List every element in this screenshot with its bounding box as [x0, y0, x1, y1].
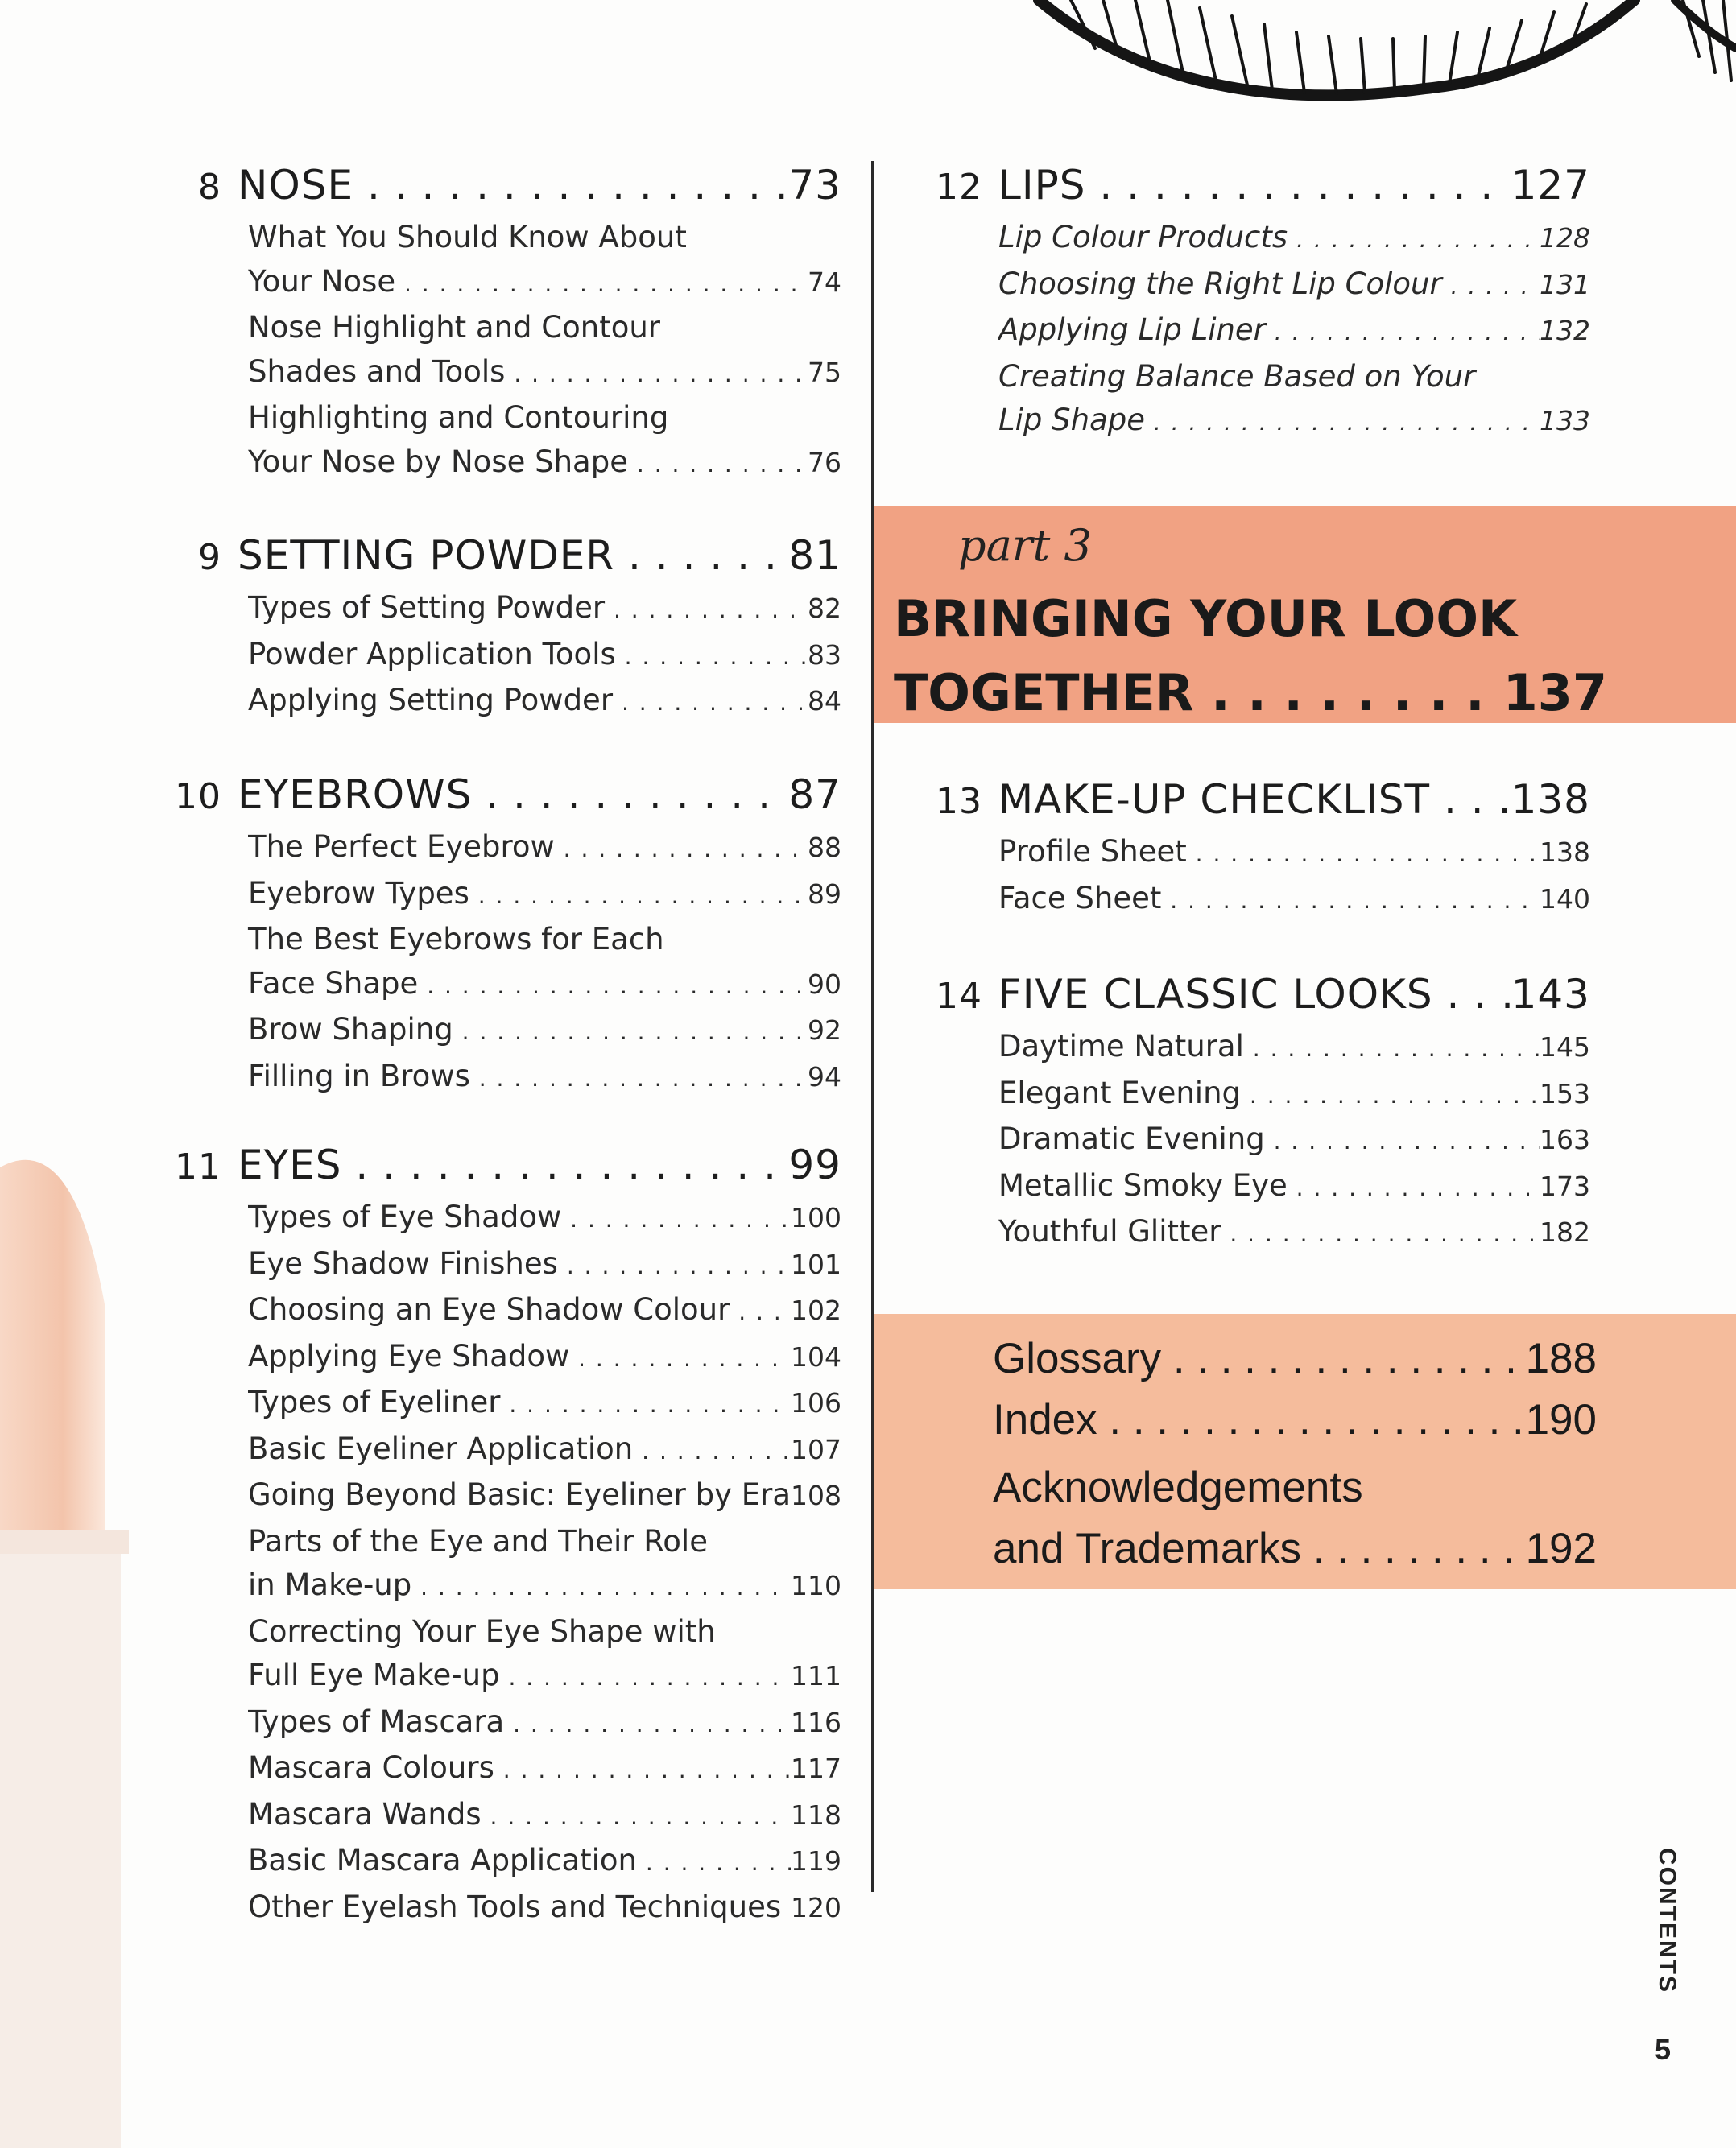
entry-title: Youthful Glitter . . .	[998, 1210, 1540, 1257]
entry-page: 82	[808, 593, 841, 624]
entry-title: Types of Eyeliner . . .	[248, 1381, 791, 1427]
back-matter-item[interactable]	[993, 1328, 1597, 1390]
entry-title: Lip Colour Products . . .	[998, 216, 1540, 262]
entry-list	[248, 216, 841, 486]
entry-title: Eye Shadow Finishes . . .	[248, 1242, 791, 1289]
chapter-page: 87	[788, 771, 841, 818]
toc-entry[interactable]	[998, 1164, 1590, 1211]
entry-title: Elegant Evening . . .	[998, 1072, 1540, 1118]
entry-title: Applying Eye Shadow . . .	[248, 1335, 791, 1382]
entry-page: 133	[1540, 405, 1590, 436]
toc-entry[interactable]	[248, 1381, 841, 1427]
chapter-make-up-checklist	[922, 771, 1590, 923]
chapter-number: 10	[175, 776, 221, 817]
chapter-title: MAKE-UP CHECKLIST . . .	[998, 771, 1511, 828]
entry-page: 107	[791, 1433, 841, 1465]
toc-entry[interactable]	[248, 825, 841, 872]
back-matter-line: Acknowledgements	[993, 1464, 1363, 1511]
entry-page: 110	[791, 1570, 841, 1601]
entry-page: 76	[808, 446, 841, 478]
chapter-title: EYES . . .	[238, 1137, 788, 1193]
page-number: 5	[1655, 2033, 1672, 2066]
toc-entry[interactable]	[248, 586, 841, 633]
chapter-eyes	[161, 1137, 841, 1931]
entry-page: 163	[1540, 1124, 1590, 1155]
eyelash-image	[1023, 0, 1736, 145]
chapter-number: 9	[198, 537, 221, 578]
chapter-lips	[922, 157, 1590, 445]
entry-title: Types of Mascara . . .	[248, 1700, 791, 1747]
entry-title: Metallic Smoky Eye . . .	[998, 1164, 1540, 1211]
entry-title: The Perfect Eyebrow . . .	[248, 825, 808, 872]
entry-title: Your Nose by Nose Shape . . .	[248, 440, 808, 487]
back-matter-list	[993, 1328, 1597, 1580]
toc-entry[interactable]	[248, 306, 841, 396]
entry-title: Eyebrow Types . . .	[248, 872, 808, 919]
entry-title: Powder Application Tools . . .	[248, 633, 808, 680]
chapter-heading[interactable]	[922, 157, 1590, 216]
entry-line: Correcting Your Eye Shape with	[248, 1613, 716, 1649]
entry-line: Nose Highlight and Contour	[248, 310, 661, 345]
entry-page: 88	[808, 832, 841, 863]
entry-page: 74	[808, 266, 841, 298]
entry-page: 117	[791, 1753, 841, 1784]
toc-entry[interactable]	[248, 216, 841, 306]
part-title	[894, 582, 1607, 730]
entry-title: Basic Eyeliner Application . . .	[248, 1427, 791, 1474]
column-divider	[871, 161, 874, 1892]
entry-title: Daytime Natural . . .	[998, 1025, 1540, 1072]
entry-page: 118	[791, 1799, 841, 1831]
entry-line: Creating Balance Based on Your	[998, 358, 1476, 394]
toc-entry[interactable]	[998, 830, 1590, 877]
entry-title: Types of Eye Shadow . . .	[248, 1196, 791, 1242]
chapter-title: NOSE . . .	[238, 157, 788, 213]
toc-entry[interactable]	[998, 877, 1590, 923]
entry-title: Full Eye Make-up . . .	[248, 1654, 791, 1700]
entry-page: 102	[791, 1295, 841, 1326]
entry-list	[998, 830, 1590, 923]
entry-title: Your Nose . . .	[248, 260, 808, 307]
toc-entry[interactable]	[248, 1610, 841, 1700]
entry-page: 132	[1540, 315, 1590, 346]
entry-list	[248, 825, 841, 1101]
chapter-title: SETTING POWDER . . .	[238, 527, 788, 584]
entry-page: 128	[1540, 222, 1590, 254]
toc-entry[interactable]	[248, 1008, 841, 1055]
toc-entry[interactable]	[248, 1700, 841, 1747]
chapter-heading[interactable]	[922, 771, 1590, 830]
entry-title: Face Shape . . .	[248, 962, 808, 1009]
part-banner[interactable]	[874, 506, 1736, 723]
back-matter-banner	[874, 1314, 1736, 1589]
entry-page: 106	[791, 1387, 841, 1419]
back-matter-title: Index . . .	[993, 1390, 1526, 1451]
chapter-title: EYEBROWS . . .	[238, 766, 788, 823]
entry-line: What You Should Know About	[248, 220, 687, 254]
chapter-number: 13	[936, 781, 982, 822]
chapter-number: 11	[175, 1146, 221, 1188]
chapter-setting-powder	[161, 527, 841, 725]
entry-title: Going Beyond Basic: Eyeliner by Era . . .	[248, 1473, 791, 1520]
entry-title: Profile Sheet . . .	[998, 830, 1540, 877]
toc-entry[interactable]	[248, 1427, 841, 1474]
entry-title: Face Sheet . . .	[998, 877, 1540, 923]
toc-entry[interactable]	[248, 1886, 841, 1932]
entry-page: 116	[791, 1706, 841, 1738]
entry-page: 182	[1540, 1217, 1590, 1248]
toc-entry[interactable]	[998, 1025, 1590, 1072]
toc-entry[interactable]	[998, 216, 1590, 262]
entry-page: 92	[808, 1014, 841, 1046]
entry-page: 89	[808, 878, 841, 910]
entry-page: 90	[808, 968, 841, 1000]
entry-title: Mascara Wands . . .	[248, 1793, 791, 1840]
entry-list	[248, 1196, 841, 1931]
toc-entry[interactable]	[998, 355, 1590, 445]
toc-entry[interactable]	[248, 918, 841, 1008]
entry-page: 100	[791, 1202, 841, 1233]
entry-title: Lip Shape . . .	[998, 399, 1540, 445]
toc-entry[interactable]	[248, 1242, 841, 1289]
entry-title: Choosing the Right Lip Colour . . .	[998, 262, 1540, 309]
back-matter-item[interactable]	[993, 1457, 1597, 1580]
entry-title: Basic Mascara Application . . .	[248, 1839, 791, 1886]
entry-list	[248, 586, 841, 725]
entry-page: 108	[791, 1480, 841, 1511]
chapter-page: 73	[788, 162, 841, 209]
toc-entry[interactable]	[248, 1520, 841, 1610]
back-matter-title: and Trademarks . . .	[993, 1518, 1526, 1580]
entry-page: 138	[1540, 836, 1590, 868]
entry-title: Types of Setting Powder . . .	[248, 586, 808, 633]
entry-title: Brow Shaping . . .	[248, 1008, 808, 1055]
toc-entry[interactable]	[248, 396, 841, 486]
chapter-page: 143	[1511, 971, 1590, 1018]
entry-line: Parts of the Eye and Their Role	[248, 1523, 708, 1559]
back-matter-page: 190	[1525, 1396, 1597, 1444]
entry-page: 145	[1540, 1031, 1590, 1063]
chapter-number: 14	[936, 976, 982, 1017]
toc-entry[interactable]	[998, 1072, 1590, 1118]
back-matter-item[interactable]	[993, 1390, 1597, 1451]
section-label: CONTENTS	[1654, 1848, 1680, 1993]
entry-page: 104	[791, 1340, 841, 1373]
toc-entry[interactable]	[248, 1746, 841, 1793]
chapter-nose	[161, 157, 841, 486]
lipstick-image	[0, 1111, 137, 2148]
part-label: part 3	[958, 520, 1092, 571]
toc-entry[interactable]	[998, 308, 1590, 355]
entry-title: Mascara Colours . . .	[248, 1746, 791, 1793]
chapter-number: 8	[198, 167, 221, 208]
chapter-heading[interactable]	[161, 157, 841, 216]
toc-entry[interactable]	[248, 679, 841, 725]
toc-entry[interactable]	[998, 262, 1590, 309]
entry-line: Highlighting and Contouring	[248, 400, 669, 435]
entry-page: 83	[808, 638, 841, 671]
entry-page: 153	[1540, 1077, 1590, 1109]
entry-page: 94	[808, 1060, 841, 1093]
entry-title: in Make-up . . .	[248, 1563, 791, 1610]
entry-title: Dramatic Evening . . .	[998, 1117, 1540, 1164]
back-matter-page: 192	[1525, 1525, 1597, 1572]
entry-title: Filling in Brows . . .	[248, 1055, 808, 1101]
entry-page: 119	[791, 1845, 841, 1877]
toc-entry[interactable]	[998, 1117, 1590, 1164]
entry-title: Applying Setting Powder . . .	[248, 679, 808, 725]
chapter-five-classic-looks	[922, 966, 1590, 1257]
entry-title: Choosing an Eye Shadow Colour . . .	[248, 1288, 791, 1335]
toc-entry[interactable]	[248, 1473, 841, 1520]
entry-page: 140	[1540, 882, 1590, 915]
entry-page: 120	[791, 1891, 841, 1923]
chapter-title: FIVE CLASSIC LOOKS . . .	[998, 966, 1511, 1022]
entry-page: 101	[791, 1248, 841, 1280]
chapter-page: 81	[788, 532, 841, 579]
entry-page: 111	[791, 1660, 841, 1692]
toc-entry[interactable]	[248, 872, 841, 919]
entry-page: 75	[808, 356, 841, 388]
entry-page: 173	[1540, 1170, 1590, 1202]
part-page: 137	[1502, 663, 1607, 722]
toc-entry[interactable]	[248, 1793, 841, 1840]
back-matter-title: Glossary . . .	[993, 1328, 1526, 1390]
toc-entry[interactable]	[998, 1210, 1590, 1257]
entry-title: Other Eyelash Tools and Techniques . . .	[248, 1886, 791, 1932]
entry-line: The Best Eyebrows for Each	[248, 922, 664, 956]
toc-entry[interactable]	[248, 1055, 841, 1101]
chapter-number: 12	[936, 167, 982, 208]
toc-entry[interactable]	[248, 1196, 841, 1242]
chapter-eyebrows	[161, 766, 841, 1101]
chapter-heading[interactable]	[161, 1137, 841, 1196]
toc-entry[interactable]	[248, 1335, 841, 1382]
chapter-heading[interactable]	[922, 966, 1590, 1025]
chapter-title: LIPS . . .	[998, 157, 1511, 213]
chapter-heading[interactable]	[161, 527, 841, 586]
toc-entry[interactable]	[248, 633, 841, 680]
part-title-line1: BRINGING YOUR LOOK	[894, 589, 1518, 648]
part-title-line2: TOGETHER . . .	[894, 656, 1503, 730]
entry-title: Applying Lip Liner . . .	[998, 308, 1540, 355]
back-matter-page: 188	[1525, 1335, 1597, 1382]
entry-list	[998, 1025, 1590, 1257]
toc-entry[interactable]	[248, 1288, 841, 1335]
toc-entry[interactable]	[248, 1839, 841, 1886]
entry-page: 131	[1540, 268, 1590, 300]
chapter-heading[interactable]	[161, 766, 841, 825]
chapter-page: 99	[788, 1142, 841, 1188]
chapter-page: 138	[1511, 776, 1590, 823]
chapter-page: 127	[1511, 162, 1590, 209]
entry-title: Shades and Tools . . .	[248, 350, 808, 397]
entry-page: 84	[808, 685, 841, 717]
entry-list	[998, 216, 1590, 445]
